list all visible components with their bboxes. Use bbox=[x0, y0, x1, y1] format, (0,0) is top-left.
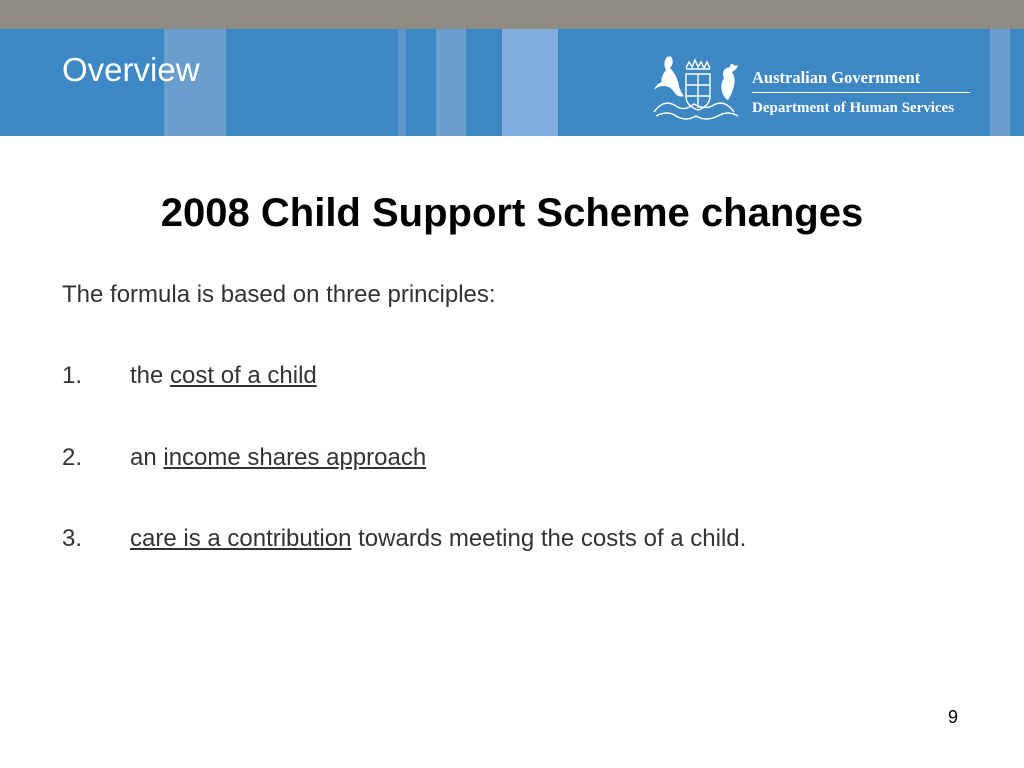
list-item-suffix: towards meeting the costs of a child. bbox=[351, 525, 747, 552]
department-name: Department of Human Services bbox=[752, 100, 955, 116]
header-stripe bbox=[502, 29, 558, 136]
list-item-number: 1. bbox=[62, 362, 83, 389]
slide-title: 2008 Child Support Scheme changes bbox=[160, 191, 864, 235]
income-shares-approach-link[interactable]: income shares approach bbox=[163, 444, 427, 471]
header-stripe bbox=[990, 29, 1010, 136]
list-item-prefix: the bbox=[130, 362, 171, 389]
list-item-text bbox=[130, 443, 426, 473]
header-title: Overview bbox=[62, 51, 200, 88]
intro-text: The formula is based on three principles: bbox=[62, 281, 496, 308]
logo-divider bbox=[752, 92, 970, 93]
cost-of-a-child-link[interactable]: cost of a child bbox=[170, 362, 317, 389]
list-item-prefix: an bbox=[130, 444, 164, 471]
government-name: Australian Government bbox=[752, 68, 921, 87]
top-strip bbox=[0, 0, 1024, 29]
header-stripe bbox=[436, 29, 466, 136]
page-number: 9 bbox=[948, 707, 959, 727]
header-stripe bbox=[398, 29, 406, 136]
list-item-number: 2. bbox=[62, 444, 83, 471]
list-item-text bbox=[130, 524, 746, 554]
list-item-text bbox=[130, 361, 317, 391]
list-item-number: 3. bbox=[62, 525, 83, 552]
care-is-a-contribution-link[interactable]: care is a contribution bbox=[130, 525, 352, 552]
coat-of-arms-icon bbox=[650, 50, 746, 124]
